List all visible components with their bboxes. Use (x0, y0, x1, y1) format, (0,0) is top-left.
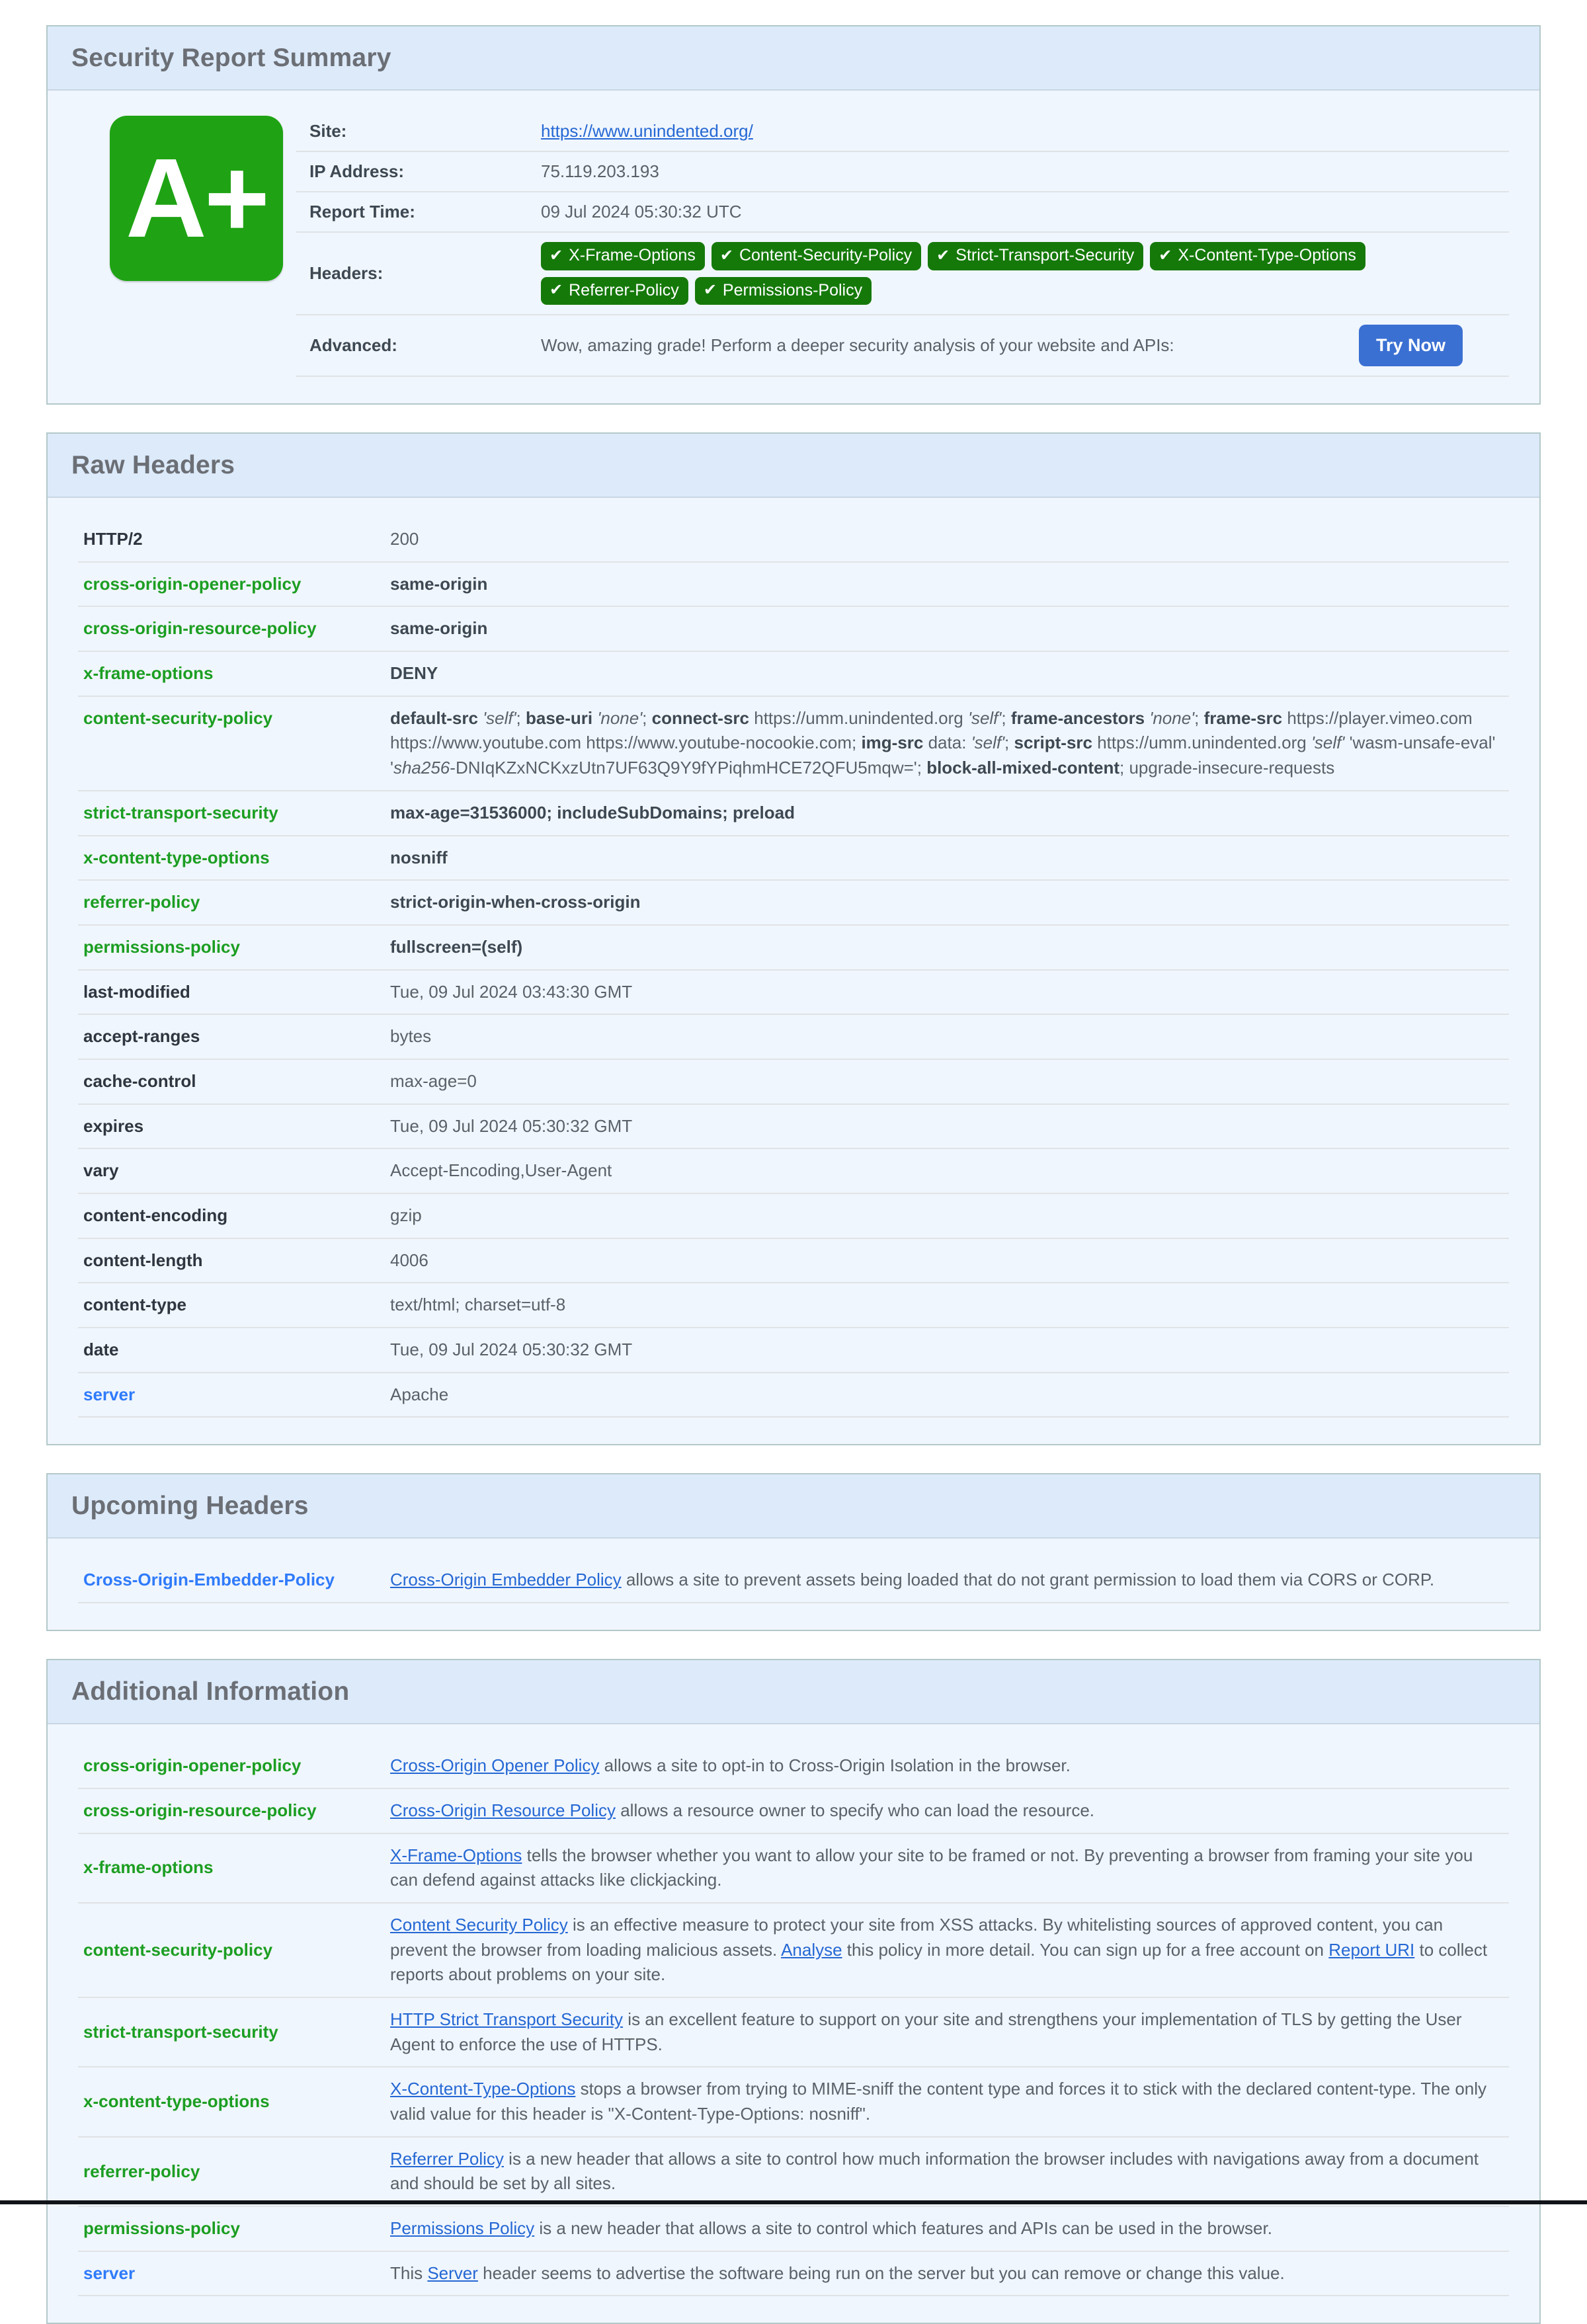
upcoming-header-link[interactable]: Cross-Origin Embedder Policy (390, 1570, 622, 1590)
csp-keyword: sha256 (393, 758, 450, 778)
site-url-link[interactable]: https://www.unindented.org/ (541, 121, 753, 141)
table-row (78, 696, 1509, 791)
additional-info-description: X-Content-Type-Options stops a browser from trying to MIME-sniff the content type and forces it to stick with the declared content-type. The only valid value for this header is "X-Content-Type-Options: nosniff". (385, 2067, 1509, 2136)
raw-header-value: 200 (385, 518, 1509, 562)
table-row (78, 1014, 1509, 1059)
raw-header-name[interactable]: content-security-policy (78, 696, 385, 791)
raw-headers-title: Raw Headers (71, 451, 235, 479)
raw-header-value: same-origin (385, 562, 1509, 607)
table-row (78, 2067, 1509, 2136)
additional-information-panel (46, 1659, 1541, 2324)
csp-directive: block-all-mixed-content (926, 758, 1120, 778)
additional-info-link[interactable]: HTTP Strict Transport Security (390, 2009, 624, 2029)
raw-header-value: Tue, 09 Jul 2024 03:43:30 GMT (385, 970, 1509, 1015)
header-badge-list (541, 242, 1420, 305)
raw-header-value: fullscreen=(self) (385, 925, 1509, 970)
additional-info-name[interactable]: referrer-policy (78, 2137, 385, 2206)
upcoming-headers-table (78, 1558, 1509, 1603)
additional-info-link[interactable]: Server (427, 2263, 478, 2283)
advanced-inner (541, 325, 1502, 366)
additional-info-description: HTTP Strict Transport Security is an excellent feature to support on your site and strengthens your implementation of TLS by getting the User Agent to enforce the use of HTTPS. (385, 1997, 1509, 2067)
summary-row-label: Site: (296, 112, 534, 151)
header-badge (712, 242, 921, 270)
csp-keyword: 'self' (483, 707, 516, 728)
grade-badge: A+ (110, 116, 283, 281)
additional-info-name[interactable]: server (78, 2251, 385, 2296)
summary-row (296, 112, 1509, 151)
table-row (78, 1328, 1509, 1373)
upcoming-headers-panel-header (48, 1474, 1539, 1539)
summary-advanced-value (534, 315, 1509, 376)
upcoming-headers-panel (46, 1473, 1541, 1631)
additional-info-name[interactable]: x-content-type-options (78, 2067, 385, 2136)
summary-headers-value (534, 232, 1509, 315)
report-page (46, 0, 1541, 2324)
additional-info-description: Cross-Origin Opener Policy allows a site to opt-in to Cross-Origin Isolation in the browser. (385, 1744, 1509, 1788)
csp-directive: script-src (1014, 733, 1092, 753)
raw-header-value: same-origin (385, 606, 1509, 651)
raw-header-name: expires (78, 1104, 385, 1149)
raw-header-name[interactable]: cross-origin-resource-policy (78, 606, 385, 651)
summary-panel-body (48, 91, 1539, 403)
header-badge-label: X-Content-Type-Options (1178, 246, 1356, 264)
page-bottom-rule (0, 2200, 1587, 2204)
raw-header-value: strict-origin-when-cross-origin (385, 880, 1509, 925)
raw-headers-table (78, 518, 1509, 1418)
try-now-button[interactable]: Try Now (1359, 325, 1463, 366)
summary-advanced-row (296, 315, 1509, 376)
raw-headers-panel-body (48, 498, 1539, 1444)
summary-row-label: Report Time: (296, 192, 534, 232)
header-badge (541, 277, 688, 305)
raw-header-value: bytes (385, 1014, 1509, 1059)
summary-row-label: IP Address: (296, 151, 534, 192)
additional-information-table (78, 1744, 1509, 2296)
summary-row-value (534, 112, 1509, 151)
additional-info-link[interactable]: Cross-Origin Opener Policy (390, 1755, 600, 1776)
additional-info-description: This Server header seems to advertise the software being run on the server but you can remove or change this value. (385, 2251, 1509, 2296)
table-row (78, 970, 1509, 1015)
additional-info-description: Content Security Policy is an effective measure to protect your site from XSS attacks. By whitelisting sources of approved content, you can prevent the browser from loading malicious assets. Analyse this policy in more detail. You can sign up for a free account on Report URI to collect reports about problems on your site. (385, 1903, 1509, 1997)
raw-header-value: max-age=0 (385, 1059, 1509, 1104)
upcoming-header-name[interactable]: Cross-Origin-Embedder-Policy (78, 1558, 385, 1603)
raw-header-name: vary (78, 1148, 385, 1193)
raw-header-name: HTTP/2 (78, 518, 385, 562)
raw-header-value: gzip (385, 1193, 1509, 1238)
csp-directive: frame-ancestors (1010, 707, 1145, 728)
additional-info-name[interactable]: cross-origin-opener-policy (78, 1744, 385, 1788)
raw-header-name: last-modified (78, 970, 385, 1015)
additional-info-link[interactable]: Permissions Policy (390, 2218, 535, 2239)
additional-info-name[interactable]: permissions-policy (78, 2206, 385, 2251)
additional-information-title: Additional Information (71, 1677, 350, 1706)
table-row (78, 606, 1509, 651)
additional-information-panel-body (48, 1724, 1539, 2323)
security-report-summary-panel (46, 25, 1541, 405)
raw-header-name: date (78, 1328, 385, 1373)
table-row (78, 791, 1509, 836)
header-badge-label: Permissions-Policy (722, 280, 863, 300)
additional-info-link[interactable]: Content Security Policy (390, 1914, 568, 1935)
additional-info-link[interactable]: Analyse (781, 1939, 842, 1960)
raw-header-value: max-age=31536000; includeSubDomains; preload (385, 791, 1509, 836)
raw-header-name[interactable]: referrer-policy (78, 880, 385, 925)
check-icon: ✔ (1159, 246, 1172, 264)
csp-keyword: 'self' (1311, 733, 1345, 753)
raw-header-value: default-src 'self'; base-uri 'none'; connect-src https://umm.unindented.org 'self'; frame-ancestors 'none'; frame-src https://player.vimeo.com https://www.youtube.com https://www.youtube-nocookie.com; img-src data: 'self'; script-src https://umm.unindented.org 'self' 'wasm-unsafe-eval' 'sha256-DNIqKZxNCKxzUtn7UF63Q9Y9fYPiqhmHCE72QFU5mqw='; block-all-mixed-content; upgrade-insecure-requests (385, 696, 1509, 791)
raw-headers-panel-header (48, 434, 1539, 498)
check-icon: ✔ (549, 281, 563, 300)
summary-advanced-label: Advanced: (296, 315, 534, 376)
table-row (78, 2206, 1509, 2251)
additional-info-link[interactable]: X-Content-Type-Options (390, 2079, 576, 2099)
csp-keyword: 'none' (1149, 707, 1195, 728)
upcoming-headers-title: Upcoming Headers (71, 1492, 309, 1521)
raw-headers-panel (46, 432, 1541, 1445)
table-row (78, 1238, 1509, 1283)
raw-header-name: content-encoding (78, 1193, 385, 1238)
raw-header-name[interactable]: server (78, 1373, 385, 1418)
csp-directive: base-uri (526, 707, 593, 728)
additional-info-description: Permissions Policy is a new header that allows a site to control which features and APIs can be used in the browser. (385, 2206, 1509, 2251)
header-badge-label: Strict-Transport-Security (956, 246, 1135, 264)
table-row (78, 1373, 1509, 1418)
additional-info-description: Cross-Origin Resource Policy allows a resource owner to specify who can load the resource. (385, 1788, 1509, 1833)
additional-info-name[interactable]: x-frame-options (78, 1833, 385, 1903)
table-row (78, 2137, 1509, 2206)
additional-info-link[interactable]: Referrer Policy (390, 2148, 504, 2169)
summary-table (296, 112, 1509, 377)
raw-header-name: accept-ranges (78, 1014, 385, 1059)
raw-header-value: DENY (385, 651, 1509, 696)
check-icon: ✔ (936, 246, 950, 264)
raw-header-name[interactable]: cross-origin-opener-policy (78, 562, 385, 607)
grade-column (78, 110, 296, 281)
header-badge-label: X-Frame-Options (569, 246, 696, 264)
check-icon: ✔ (719, 246, 733, 264)
csp-directive: default-src (390, 707, 478, 728)
advanced-description: Wow, amazing grade! Perform a deeper security analysis of your website and APIs: (541, 335, 1174, 355)
table-row (78, 925, 1509, 970)
raw-header-name[interactable]: x-frame-options (78, 651, 385, 696)
table-row (78, 1283, 1509, 1328)
table-row (78, 1558, 1509, 1603)
summary-row-value: 09 Jul 2024 05:30:32 UTC (534, 192, 1509, 232)
csp-keyword: 'self' (971, 733, 1005, 753)
additional-info-name[interactable]: strict-transport-security (78, 1997, 385, 2067)
table-row (78, 1744, 1509, 1788)
raw-header-name: cache-control (78, 1059, 385, 1104)
raw-header-name[interactable]: x-content-type-options (78, 836, 385, 881)
table-row (78, 562, 1509, 607)
header-badge-label: Content-Security-Policy (739, 246, 913, 264)
table-row (78, 651, 1509, 696)
header-badge (541, 242, 705, 270)
csp-keyword: 'none' (597, 707, 643, 728)
summary-headers-label: Headers: (296, 232, 534, 315)
upcoming-headers-panel-body (48, 1539, 1539, 1630)
header-badge (928, 242, 1143, 270)
raw-header-value: text/html; charset=utf-8 (385, 1283, 1509, 1328)
summary-row (296, 151, 1509, 192)
table-row (78, 1903, 1509, 1997)
raw-header-value: nosniff (385, 836, 1509, 881)
table-row (78, 1148, 1509, 1193)
page-title: Security Report Summary (71, 44, 391, 72)
header-badge (1150, 242, 1365, 270)
table-row (78, 1193, 1509, 1238)
raw-header-value: Tue, 09 Jul 2024 05:30:32 GMT (385, 1104, 1509, 1149)
table-row (78, 2251, 1509, 2296)
additional-info-description: X-Frame-Options tells the browser whether you want to allow your site to be framed or not. By preventing a browser from framing your site you can defend against attacks like clickjacking. (385, 1833, 1509, 1903)
table-row (78, 1833, 1509, 1903)
header-badge-label: Referrer-Policy (569, 280, 679, 300)
summary-row-value: 75.119.203.193 (534, 151, 1509, 192)
raw-header-value: Apache (385, 1373, 1509, 1418)
check-icon: ✔ (549, 246, 563, 264)
table-row (78, 836, 1509, 881)
summary-panel-header (48, 26, 1539, 91)
additional-info-link[interactable]: Cross-Origin Resource Policy (390, 1800, 616, 1820)
additional-info-name[interactable]: cross-origin-resource-policy (78, 1788, 385, 1833)
additional-info-name[interactable]: content-security-policy (78, 1903, 385, 1997)
check-icon: ✔ (703, 281, 717, 300)
table-row (78, 1059, 1509, 1104)
csp-directive: connect-src (651, 707, 750, 728)
additional-info-link[interactable]: Report URI (1328, 1939, 1415, 1960)
table-row (78, 1104, 1509, 1149)
raw-header-name: content-type (78, 1283, 385, 1328)
table-row (78, 880, 1509, 925)
csp-directive: img-src (861, 733, 924, 753)
summary-headers-row (296, 232, 1509, 315)
raw-header-name[interactable]: permissions-policy (78, 925, 385, 970)
table-row (78, 518, 1509, 562)
additional-info-description: Referrer Policy is a new header that allows a site to control how much information the browser includes with navigations away from a document and should be set by all sites. (385, 2137, 1509, 2206)
raw-header-value: 4006 (385, 1238, 1509, 1283)
table-row (78, 1788, 1509, 1833)
table-row (78, 1997, 1509, 2067)
additional-information-panel-header (48, 1660, 1539, 1724)
additional-info-link[interactable]: X-Frame-Options (390, 1845, 522, 1865)
header-badge (695, 277, 872, 305)
csp-directive: frame-src (1203, 707, 1283, 728)
csp-keyword: 'self' (967, 707, 1002, 728)
raw-header-name[interactable]: strict-transport-security (78, 791, 385, 836)
raw-header-value: Accept-Encoding,User-Agent (385, 1148, 1509, 1193)
raw-header-name: content-length (78, 1238, 385, 1283)
raw-header-value: Tue, 09 Jul 2024 05:30:32 GMT (385, 1328, 1509, 1373)
upcoming-header-description: Cross-Origin Embedder Policy allows a site to prevent assets being loaded that do not grant permission to load them via CORS or CORP. (385, 1558, 1509, 1603)
summary-row (296, 192, 1509, 232)
